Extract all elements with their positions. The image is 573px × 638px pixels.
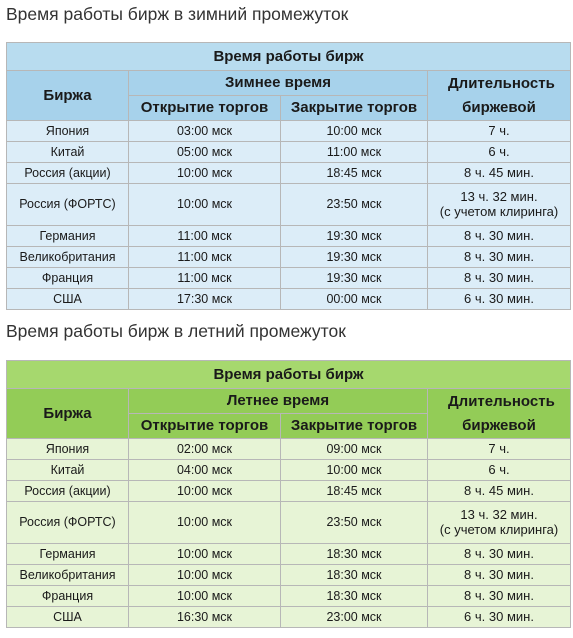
open-time-cell: 10:00 мск (129, 502, 281, 544)
close-time-cell: 23:50 мск (281, 184, 428, 226)
open-time-cell: 02:00 мск (129, 439, 281, 460)
duration-value: 8 ч. 30 мин. (464, 566, 534, 582)
duration-value: 8 ч. 30 мин. (464, 587, 534, 603)
duration-value: 13 ч. 32 мин. (460, 188, 538, 204)
exchange-cell: Япония (7, 439, 129, 460)
open-time-cell: 17:30 мск (129, 289, 281, 310)
open-time-cell: 03:00 мск (129, 121, 281, 142)
duration-cell (428, 439, 571, 460)
open-time-cell: 11:00 мск (129, 247, 281, 268)
duration-value: 8 ч. 45 мин. (464, 482, 534, 498)
column-header-closing: Закрытие торгов (281, 414, 428, 439)
close-time-cell: 23:50 мск (281, 502, 428, 544)
close-time-cell: 19:30 мск (281, 226, 428, 247)
duration-value: 8 ч. 30 мин. (464, 269, 534, 285)
column-header-duration (428, 71, 571, 121)
duration-cell (428, 607, 571, 628)
column-header-duration (428, 389, 571, 439)
duration-value: 7 ч. (488, 122, 510, 138)
duration-cell (428, 268, 571, 289)
exchange-cell: Россия (акции) (7, 163, 129, 184)
duration-value: 6 ч. 30 мин. (464, 608, 534, 624)
exchange-cell: Франция (7, 268, 129, 289)
close-time-cell: 19:30 мск (281, 247, 428, 268)
open-time-cell: 10:00 мск (129, 163, 281, 184)
open-time-cell: 10:00 мск (129, 544, 281, 565)
table-row (7, 184, 571, 226)
open-time-cell: 05:00 мск (129, 142, 281, 163)
duration-cell (428, 289, 571, 310)
duration-cell (428, 481, 571, 502)
duration-cell (428, 121, 571, 142)
column-header-exchange: Биржа (7, 389, 129, 439)
exchange-cell: Япония (7, 121, 129, 142)
column-header-closing: Закрытие торгов (281, 96, 428, 121)
exchange-cell: США (7, 289, 129, 310)
table-title: Время работы бирж (7, 43, 571, 71)
duration-value: 13 ч. 32 мин. (460, 506, 538, 522)
close-time-cell: 23:00 мск (281, 607, 428, 628)
season-label: Зимнее время (129, 71, 428, 96)
table-row (7, 247, 571, 268)
open-time-cell: 10:00 мск (129, 481, 281, 502)
table-row (7, 142, 571, 163)
exchange-cell: Россия (акции) (7, 481, 129, 502)
close-time-cell: 11:00 мск (281, 142, 428, 163)
open-time-cell: 16:30 мск (129, 607, 281, 628)
duration-value: 6 ч. (488, 143, 510, 159)
duration-header-text: Длительность биржевой (448, 393, 555, 434)
close-time-cell: 10:00 мск (281, 460, 428, 481)
duration-cell (428, 586, 571, 607)
table-title: Время работы бирж (7, 361, 571, 389)
duration-cell (428, 184, 571, 226)
duration-note: (с учетом клиринга) (439, 521, 559, 537)
duration-value: 8 ч. 30 мин. (464, 227, 534, 243)
duration-cell (428, 163, 571, 184)
table-row (7, 481, 571, 502)
summer-heading: Время работы бирж в летний промежуток (6, 321, 346, 341)
exchange-cell: Великобритания (7, 565, 129, 586)
duration-header-text: Длительность биржевой (448, 75, 555, 116)
duration-cell (428, 226, 571, 247)
column-header-exchange: Биржа (7, 71, 129, 121)
table-row (7, 268, 571, 289)
exchange-cell: Германия (7, 544, 129, 565)
exchange-cell: США (7, 607, 129, 628)
exchange-cell: Великобритания (7, 247, 129, 268)
summer-schedule-table (6, 360, 571, 628)
duration-cell (428, 565, 571, 586)
table-row (7, 544, 571, 565)
exchange-cell: Россия (ФОРТС) (7, 502, 129, 544)
close-time-cell: 18:30 мск (281, 565, 428, 586)
winter-schedule-table (6, 42, 571, 310)
winter-heading: Время работы бирж в зимний промежуток (6, 4, 349, 24)
duration-value: 8 ч. 30 мин. (464, 248, 534, 264)
table-row (7, 121, 571, 142)
column-header-opening: Открытие торгов (129, 96, 281, 121)
table-row (7, 289, 571, 310)
exchange-cell: Китай (7, 460, 129, 481)
table-row (7, 163, 571, 184)
column-header-opening: Открытие торгов (129, 414, 281, 439)
duration-value: 8 ч. 30 мин. (464, 545, 534, 561)
close-time-cell: 18:30 мск (281, 544, 428, 565)
close-time-cell: 00:00 мск (281, 289, 428, 310)
close-time-cell: 10:00 мск (281, 121, 428, 142)
close-time-cell: 18:45 мск (281, 481, 428, 502)
close-time-cell: 18:30 мск (281, 586, 428, 607)
duration-value: 6 ч. 30 мин. (464, 290, 534, 306)
table-row (7, 226, 571, 247)
close-time-cell: 19:30 мск (281, 268, 428, 289)
table-row (7, 607, 571, 628)
duration-cell (428, 502, 571, 544)
duration-value: 7 ч. (488, 440, 510, 456)
table-row (7, 439, 571, 460)
table-row (7, 565, 571, 586)
open-time-cell: 10:00 мск (129, 565, 281, 586)
table-row (7, 502, 571, 544)
duration-value: 8 ч. 45 мин. (464, 164, 534, 180)
table-row (7, 460, 571, 481)
exchange-cell: Китай (7, 142, 129, 163)
open-time-cell: 10:00 мск (129, 184, 281, 226)
season-label: Летнее время (129, 389, 428, 414)
open-time-cell: 04:00 мск (129, 460, 281, 481)
open-time-cell: 10:00 мск (129, 586, 281, 607)
duration-cell (428, 142, 571, 163)
close-time-cell: 18:45 мск (281, 163, 428, 184)
close-time-cell: 09:00 мск (281, 439, 428, 460)
duration-cell (428, 247, 571, 268)
exchange-cell: Германия (7, 226, 129, 247)
exchange-cell: Россия (ФОРТС) (7, 184, 129, 226)
duration-cell (428, 460, 571, 481)
open-time-cell: 11:00 мск (129, 268, 281, 289)
duration-value: 6 ч. (488, 461, 510, 477)
table-row (7, 586, 571, 607)
open-time-cell: 11:00 мск (129, 226, 281, 247)
duration-cell (428, 544, 571, 565)
exchange-cell: Франция (7, 586, 129, 607)
duration-note: (с учетом клиринга) (439, 203, 559, 219)
